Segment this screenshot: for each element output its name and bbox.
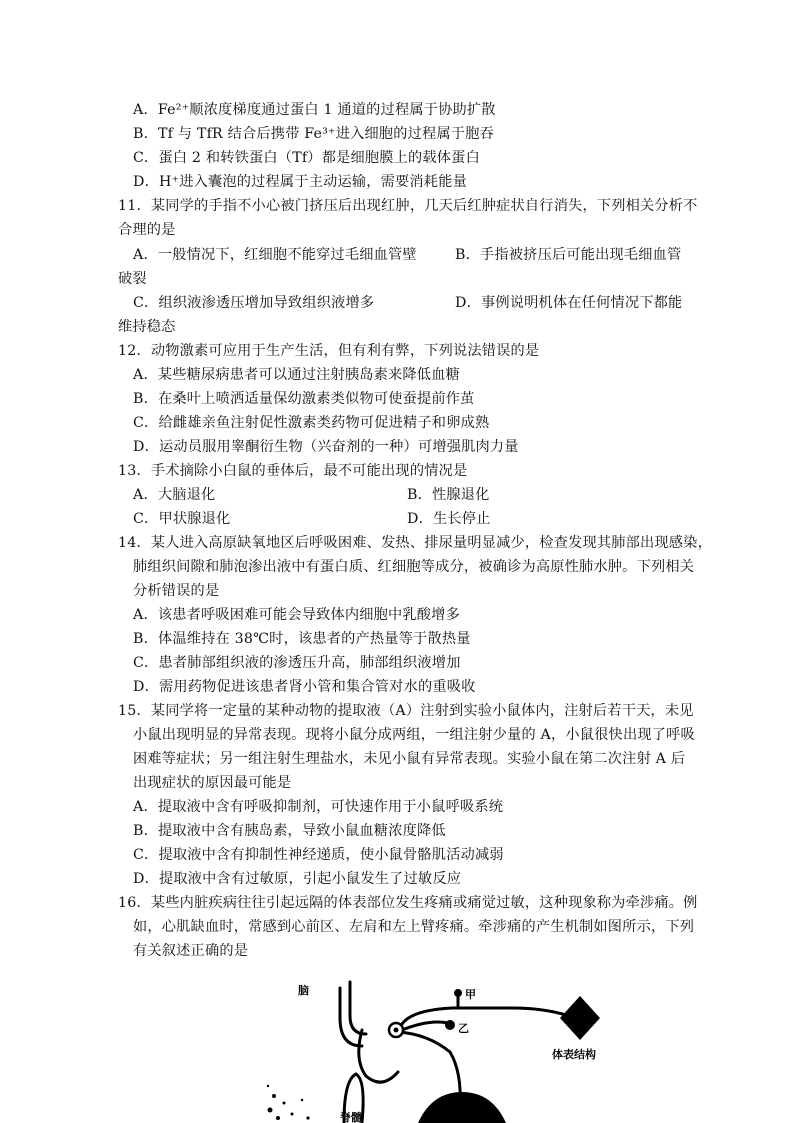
q11-option-a: A．一般情况下，红细胞不能穿过毛细血管壁 <box>133 247 417 263</box>
referred-pain-diagram <box>262 968 622 1123</box>
q11-option-d-cont: 维持稳态 <box>118 319 176 335</box>
q16-stem-line3: 有关叙述正确的是 <box>133 943 249 959</box>
q13-option-d: D．生长停止 <box>407 511 491 527</box>
label-brain: 脑 <box>298 984 309 997</box>
q15-option-d: D．提取液中含有过敏原，引起小鼠发生了过敏反应 <box>133 871 462 887</box>
q10-option-c: C．蛋白 2 和转铁蛋白（Tf）都是细胞膜上的载体蛋白 <box>133 150 480 166</box>
label-jia: 甲 <box>465 988 476 1001</box>
q16-stem-line1: 16．某些内脏疾病往往引起远隔的体表部位发生疼痛或痛觉过敏，这种现象称为牵涉痛。例 <box>118 895 698 911</box>
q16-stem-line2: 如，心肌缺血时，常感到心前区、左肩和左上臂疼痛。牵涉痛的产生机制如图所示，下列 <box>133 919 695 935</box>
q11-option-b-cont: 破裂 <box>118 271 147 287</box>
label-yi: 乙 <box>458 1022 469 1035</box>
q13-stem: 13．手术摘除小白鼠的垂体后，最不可能出现的情况是 <box>118 463 468 479</box>
q11-option-b: B．手指被挤压后可能出现毛细血管 <box>455 247 682 263</box>
q15-option-a: A．提取液中含有呼吸抑制剂，可快速作用于小鼠呼吸系统 <box>133 799 504 815</box>
q14-option-b: B．体温维持在 38℃时，该患者的产热量等于散热量 <box>133 631 471 647</box>
q15-option-c: C．提取液中含有抑制性神经递质，使小鼠骨骼肌活动减弱 <box>133 847 504 863</box>
q11-option-d: D．事例说明机体在任何情况下都能 <box>455 295 683 311</box>
q11-stem-line2: 合理的是 <box>118 222 176 238</box>
q11-stem-line1: 11．某同学的手指不小心被门挤压后出现红肿，几天后红肿症状自行消失，下列相关分析不 <box>118 198 698 214</box>
q10-option-d: D．H⁺进入囊泡的过程属于主动运输，需要消耗能量 <box>133 174 467 190</box>
q13-option-c: C．甲状腺退化 <box>133 511 231 527</box>
q14-stem-line2: 肺组织间隙和肺泡渗出液中有蛋白质、红细胞等成分，被确诊为高原性肺水肿。下列相关 <box>133 559 695 575</box>
q14-stem-line3: 分析错误的是 <box>133 583 220 599</box>
q12-option-d: D．运动员服用睾酮衍生物（兴奋剂的一种）可增强肌肉力量 <box>133 439 519 455</box>
q11-option-c: C．组织液渗透压增加导致组织液增多 <box>133 295 375 311</box>
q10-option-a: A．Fe²⁺顺浓度梯度通过蛋白 1 通道的过程属于协助扩散 <box>133 102 496 118</box>
q14-option-a: A．该患者呼吸困难可能会导致体内细胞中乳酸增多 <box>133 607 460 623</box>
q12-option-a: A．某些糖尿病患者可以通过注射胰岛素来降低血糖 <box>133 367 460 383</box>
q13-option-b: B．性腺退化 <box>407 487 490 503</box>
q14-option-c: C．患者肺部组织液的渗透压升高，肺部组织液增加 <box>133 655 461 671</box>
q12-stem: 12．动物激素可应用于生产生活，但有利有弊，下列说法错误的是 <box>118 343 540 359</box>
label-body-structure: 体表结构 <box>552 1048 596 1061</box>
q12-option-b: B．在桑叶上喷洒适量保幼激素类似物可使蚕提前作茧 <box>133 391 475 407</box>
q13-option-a: A．大脑退化 <box>133 487 216 503</box>
q12-option-c: C．给雌雄亲鱼注射促性激素类药物可促进精子和卵成熟 <box>133 415 490 431</box>
q14-option-d: D．需用药物促进该患者肾小管和集合管对水的重吸收 <box>133 679 476 695</box>
q15-option-b: B．提取液中含有胰岛素，导致小鼠血糖浓度降低 <box>133 823 446 839</box>
q14-stem-line1: 14．某人进入高原缺氧地区后呼吸困难、发热、排尿量明显减少，检查发现其肺部出现感染， <box>118 535 712 551</box>
q15-stem-line1: 15．某同学将一定量的某种动物的提取液（A）注射到实验小鼠体内，注射后若干天，未见 <box>118 703 694 719</box>
q15-stem-line3: 困难等症状；另一组注射生理盐水，未见小鼠有异常表现。实验小鼠在第二次注射 A 后 <box>133 751 686 767</box>
q15-stem-line2: 小鼠出现明显的异常表现。现将小鼠分成两组，一组注射少量的 A，小鼠很快出现了呼吸 <box>133 727 695 743</box>
label-spinal-cord: 脊髓 <box>340 1111 362 1123</box>
q10-option-b: B．Tf 与 TfR 结合后携带 Fe³⁺进入细胞的过程属于胞吞 <box>133 126 494 142</box>
q15-stem-line4: 出现症状的原因最可能是 <box>133 775 292 791</box>
